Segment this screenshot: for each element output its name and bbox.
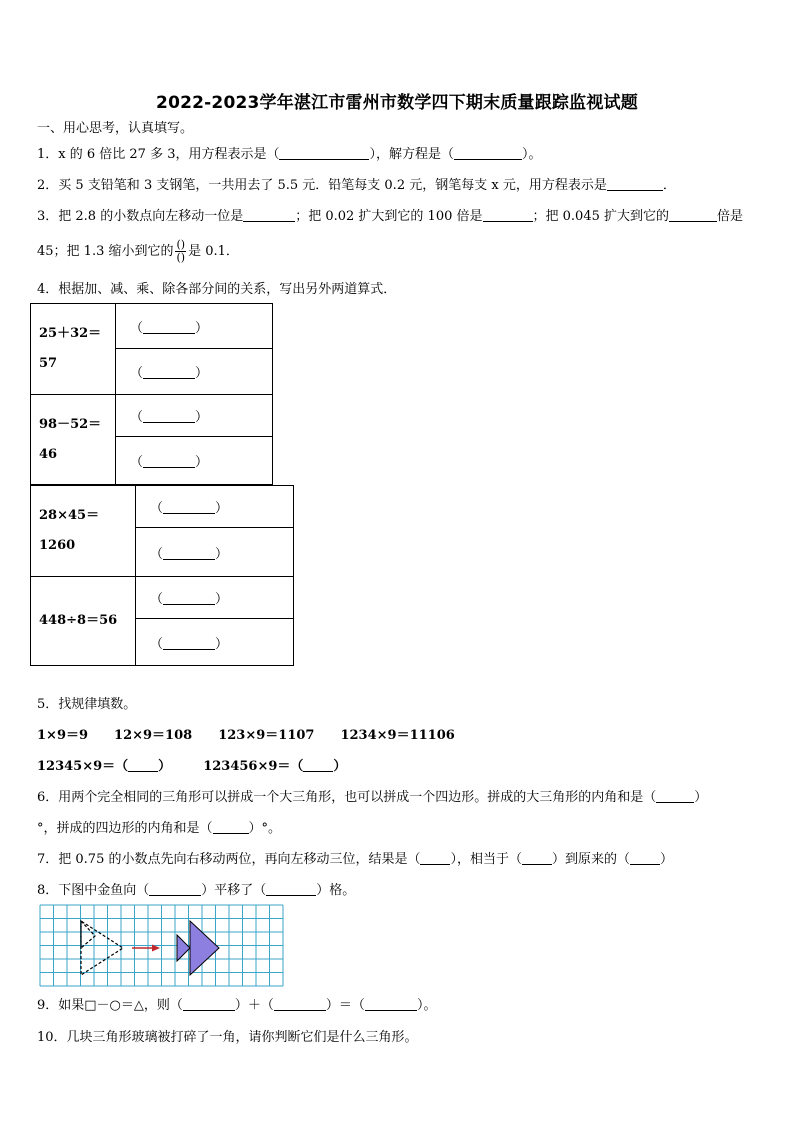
relation-equation-1: [31, 304, 116, 395]
answer-blank[interactable]: [143, 365, 195, 379]
relation-equation-3: 28×45＝1260: [31, 486, 136, 577]
q2-text-a: 2．买 5 支铅笔和 3 支钢笔，一共用去了 5.5 元．铅笔每支 0.2 元，钢笔每支 x 元，用方程表示是: [37, 178, 607, 193]
q5-pattern-1: 1×9＝9: [37, 728, 89, 743]
close-paren: ）: [195, 410, 209, 425]
q6-blank-2[interactable]: [213, 820, 249, 834]
question-4: 4．根据加、减、乘、除各部分间的关系，写出另外两道算式．: [37, 282, 397, 297]
question-7: [37, 851, 673, 869]
goldfish-grid-svg: [39, 904, 287, 988]
close-paren: ）: [215, 501, 229, 516]
q5-ask-1: 12345×9＝（: [37, 759, 129, 774]
open-paren: （: [150, 592, 164, 607]
open-paren: （: [150, 546, 164, 562]
q5-ask-2: 123456×9＝（: [203, 759, 304, 774]
q5-ask-row: [37, 758, 346, 776]
answer-blank[interactable]: [163, 591, 215, 605]
relation-equation-2-part-2: 46: [39, 446, 58, 462]
open-paren: （: [130, 320, 144, 336]
page-title: 2022-2023学年湛江市雷州市数学四下期末质量跟踪监视试题: [156, 93, 638, 113]
q7-text-a: 7．把 0.75 的小数点先向右移动两位，再向左移动三位，结果是（: [37, 852, 421, 867]
q5-blank-2[interactable]: [303, 758, 333, 772]
q8-text-c: ）格。: [316, 883, 356, 898]
close-paren: ）: [195, 455, 209, 470]
q9-text-b: ）＋（: [234, 998, 274, 1013]
q1-blank-1[interactable]: [279, 146, 369, 160]
q5-pattern-row: [37, 727, 455, 745]
q8-blank-1[interactable]: [149, 882, 201, 896]
q3-blank-1[interactable]: [243, 208, 295, 222]
question-10: 10．几块三角形玻璃被打碎了一角，请你判断它们是什么三角形。: [37, 1030, 418, 1045]
q1-text-a: 1．x 的 6 倍比 27 多 3，用方程表示是（: [37, 147, 280, 162]
relation-answer-cell[interactable]: [116, 349, 273, 395]
question-1: [37, 146, 542, 164]
answer-blank[interactable]: [163, 546, 215, 560]
relation-table-2: [30, 485, 294, 666]
q3-text-d: 倍是: [717, 209, 744, 224]
question-2: [37, 177, 676, 195]
question-8: [37, 882, 355, 900]
open-paren: （: [130, 455, 144, 470]
q3-text-b: ；把 0.02 扩大到它的 100 倍是: [295, 209, 483, 224]
q2-text-b: ．: [662, 178, 676, 193]
q3-text-c: ；把 0.045 扩大到它的: [532, 209, 669, 224]
answer-blank[interactable]: [143, 454, 195, 468]
q3-text-e: 45；把 1.3 缩小到它的: [37, 244, 174, 259]
q6-text-c: °，拼成的四边形的内角和是（: [37, 821, 213, 836]
relation-answer-cell[interactable]: [136, 577, 294, 619]
q9-blank-2[interactable]: [274, 997, 326, 1011]
q5-pattern-4: 1234×9＝11106: [340, 728, 455, 743]
open-paren: （: [150, 636, 164, 652]
q5-pattern-3: 123×9＝1107: [218, 728, 315, 743]
q6-text-a: 6．用两个完全相同的三角形可以拼成一个大三角形，也可以拼成一个四边形。拼成的大三角形的内角和是（: [37, 790, 657, 805]
q7-blank-2[interactable]: [522, 851, 552, 865]
close-paren: ）: [215, 592, 229, 607]
q1-blank-2[interactable]: [454, 146, 522, 160]
answer-blank[interactable]: [163, 500, 215, 514]
close-paren: ）: [195, 320, 209, 336]
q1-text-c: ）。: [522, 147, 542, 162]
q3-blank-2[interactable]: [483, 208, 533, 222]
q7-text-d: ）: [660, 852, 674, 867]
question-3-line-2: [37, 238, 239, 266]
question-9: [37, 997, 436, 1015]
close-paren: ）: [158, 759, 172, 774]
q8-text-b: ）平移了（: [201, 883, 267, 898]
q6-text-d: ）°。: [248, 821, 282, 836]
open-paren: （: [150, 501, 164, 516]
relation-table-1: [30, 303, 273, 485]
q9-text-d: ）。: [416, 998, 437, 1013]
answer-blank[interactable]: [163, 636, 215, 650]
question-3-line-1: [37, 208, 743, 226]
q3-text-a: 3．把 2.8 的小数点向左移动一位是: [37, 209, 244, 224]
relation-answer-cell[interactable]: [116, 437, 273, 485]
q3-blank-3[interactable]: [669, 208, 717, 222]
relation-equation-1-part-2: 57: [39, 356, 58, 371]
relation-equation-1-part-1: 25＋32＝: [39, 326, 102, 341]
q9-text-c: ）＝（: [325, 998, 365, 1013]
relation-answer-cell[interactable]: [116, 395, 273, 437]
q7-blank-3[interactable]: [630, 851, 660, 865]
q8-text-a: 8．下图中金鱼向（: [37, 883, 150, 898]
q8-blank-2[interactable]: [266, 882, 316, 896]
q5-blank-1[interactable]: [128, 758, 158, 772]
moved-fish-body: [190, 921, 219, 975]
relation-equation-2: [31, 395, 116, 485]
relation-equation-2-part-1: 98－52＝: [39, 416, 102, 432]
relation-answer-cell[interactable]: [136, 619, 294, 666]
open-paren: （: [130, 366, 144, 381]
close-paren: ）: [215, 636, 229, 652]
grid-lines: [40, 905, 283, 986]
answer-blank[interactable]: [143, 409, 195, 423]
close-paren: ）: [195, 366, 209, 381]
q9-blank-3[interactable]: [365, 997, 417, 1011]
q9-blank-1[interactable]: [183, 997, 235, 1011]
q3-text-f: 是 0.1．: [188, 244, 239, 259]
q3-fraction-denominator: (): [176, 251, 186, 264]
answer-blank[interactable]: [143, 320, 195, 334]
close-paren: ）: [215, 546, 229, 562]
relation-answer-cell[interactable]: [136, 486, 294, 528]
q7-text-b: ），相当于（: [450, 852, 522, 867]
q2-blank[interactable]: [607, 177, 663, 191]
open-paren: （: [130, 410, 144, 425]
question-6-line-2: [37, 820, 281, 838]
q3-fraction[interactable]: [175, 239, 186, 264]
q9-text-a: 9．如果□－○＝△，则（: [37, 998, 183, 1013]
q3-fraction-numerator: (): [176, 238, 186, 251]
relation-equation-4: 448÷8＝56: [31, 577, 136, 666]
relation-answer-cell[interactable]: [136, 528, 294, 577]
q6-blank-1[interactable]: [656, 789, 694, 803]
q7-blank-1[interactable]: [420, 851, 450, 865]
original-fish-body: [81, 921, 123, 975]
close-paren: ）: [333, 759, 347, 774]
q1-text-b: ），解方程是（: [369, 147, 454, 162]
section-heading: 一、用心思考，认真填写。: [37, 121, 194, 136]
q6-text-b: ）: [694, 790, 708, 805]
question-6-line-1: [37, 789, 707, 807]
q5-pattern-2: 12×9＝108: [114, 728, 193, 743]
question-5: 5．找规律填数。: [37, 697, 137, 712]
goldfish-grid-figure: [39, 904, 287, 992]
relation-answer-cell[interactable]: [116, 304, 273, 349]
q7-text-c: ）到原来的（: [552, 852, 631, 867]
